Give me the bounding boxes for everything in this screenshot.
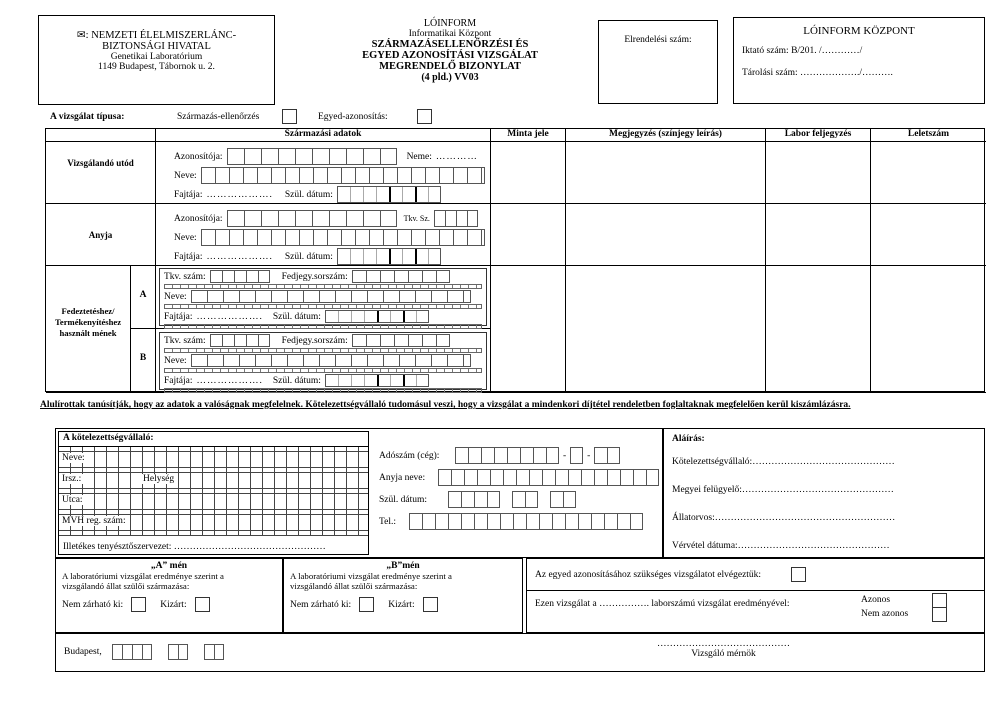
row-label-anyja: Anyja xyxy=(46,204,156,266)
signature-inspector-line[interactable]: Megyei felügyelő:………………………………………… xyxy=(672,485,894,495)
footer-date-month[interactable] xyxy=(168,644,188,660)
adoszam-label: Adószám (cég): xyxy=(379,450,440,461)
men-a-szuldatum-field[interactable] xyxy=(325,310,429,323)
men-b-desc2: vizsgálandó állat szülői származása: xyxy=(290,581,418,591)
agency-box xyxy=(38,15,275,105)
menek-megjegyzes-cell[interactable] xyxy=(566,266,766,393)
engineer-signature-block xyxy=(611,639,836,659)
obligor-szuldatum-line xyxy=(379,491,576,508)
utod-minta-cell[interactable] xyxy=(491,142,566,204)
men-b-nem-zarhato-checkbox[interactable] xyxy=(359,597,374,612)
men-a-tkvszam-field[interactable] xyxy=(210,270,270,283)
men-b-data-cell xyxy=(156,329,491,393)
men-a-title: „A” mén xyxy=(150,561,188,571)
order-number-box[interactable] xyxy=(598,20,718,104)
anyja-fajtaja-field[interactable]: ………………. xyxy=(206,251,273,262)
utod-szuldatum-field[interactable] xyxy=(337,186,441,203)
anyja-fajtaja-label: Fajtája: xyxy=(174,251,203,262)
utod-neme-field[interactable]: ………… xyxy=(435,151,478,162)
anyja-szuldatum-label: Szül. dátum: xyxy=(284,251,333,262)
table-corner-cell xyxy=(46,129,156,142)
utod-neve-field[interactable] xyxy=(201,167,485,184)
utod-fajtaja-label: Fajtája: xyxy=(174,189,203,200)
anyja-data-cell xyxy=(156,204,491,266)
men-a-fedjegy-field[interactable] xyxy=(352,270,450,283)
anyja-megjegyzes-cell[interactable] xyxy=(566,204,766,266)
obligor-utca-row[interactable] xyxy=(59,494,368,510)
exam-type-opt1-label: Származás-ellenőrzés xyxy=(177,112,260,122)
anyja-azonosito-field[interactable] xyxy=(227,210,397,227)
tel-label: Tel.: xyxy=(379,516,397,527)
footer-city-label: Budapest, xyxy=(64,647,102,657)
obligor-anyja-neve-label: Anyja neve: xyxy=(379,472,426,483)
title-informatikai: Informatikai Központ xyxy=(408,29,492,39)
anyja-neve-label: Neve: xyxy=(174,232,197,243)
anyja-tkvsz-field[interactable] xyxy=(434,210,478,227)
men-b-neve-label: Neve: xyxy=(164,355,187,366)
declaration-text: Alulírottak tanúsítják, hogy az adatok a valóságnak megfelelnek. Kötelezettségvállaló tudomásul veszi, hogy a vizsgálat a mindenkori díjtétel rendeletben foglaltaknak megfelelően kerül kiszámlázásra. xyxy=(40,400,851,410)
egyed-checkbox[interactable] xyxy=(417,109,432,124)
nem-azonos-label: Nem azonos xyxy=(861,609,909,619)
men-a-neve-field[interactable] xyxy=(191,290,471,303)
agency-name-line1: : NEMZETI ÉLELMISZERLÁNC- xyxy=(85,30,237,41)
egyed-elvegeztuk-checkbox[interactable] xyxy=(791,567,806,582)
men-a-opt1-label: Nem zárható ki: xyxy=(62,599,124,610)
men-b-title: „B”mén xyxy=(386,561,420,571)
col-header-megjegyzes: Megjegyzés (színjegy leírás) xyxy=(566,129,766,142)
men-a-fajtaja-label: Fajtája: xyxy=(164,311,193,322)
obligor-grid-thin5 xyxy=(59,531,368,536)
men-a-result-box xyxy=(55,558,283,633)
utod-azonosito-label: Azonosítója: xyxy=(174,151,223,162)
row-label-menek: Fedeztetéshez/ Termékenyítéshez használt mének xyxy=(46,266,131,393)
adoszam-field2[interactable] xyxy=(570,447,583,464)
obligor-mvh-row[interactable] xyxy=(59,515,368,531)
men-b-fedjegy-label: Fedjegy.sorszám: xyxy=(281,335,348,346)
agency-address: 1149 Budapest, Tábornok u. 2. xyxy=(98,62,215,72)
men-b-fajtaja-label: Fajtája: xyxy=(164,375,193,386)
title-line4: EGYED AZONOSÍTÁSI VIZSGÁLAT xyxy=(362,50,538,61)
kozpont-title: LÓINFORM KÖZPONT xyxy=(803,25,915,37)
azonos-label: Azonos xyxy=(861,595,891,605)
anyja-neve-line xyxy=(379,469,659,486)
agency-name-line2: BIZTONSÁGI HIVATAL xyxy=(102,41,211,52)
men-b-result-box xyxy=(283,558,523,633)
obligor-title: A kötelezettségvállaló: xyxy=(59,432,368,447)
men-a-data-cell xyxy=(156,266,491,329)
obligor-utca-label: Utca: xyxy=(60,495,87,505)
men-a-fedjegy-label: Fedjegy.sorszám: xyxy=(281,271,348,282)
tel-field[interactable] xyxy=(409,513,643,530)
menek-minta-cell[interactable] xyxy=(491,266,566,393)
utod-szuldatum-label: Szül. dátum: xyxy=(284,189,333,200)
form-title-block xyxy=(300,18,600,83)
col-header-labor: Labor feljegyzés xyxy=(766,129,871,142)
adoszam-dash1: - xyxy=(563,450,567,461)
men-b-fajtaja-field[interactable]: ………………. xyxy=(196,375,263,386)
obligor-neve-label: Neve: xyxy=(60,453,89,463)
anyja-leletszam-cell[interactable] xyxy=(871,204,986,266)
anyja-szuldatum-field[interactable] xyxy=(337,248,441,265)
men-b-szuldatum-field[interactable] xyxy=(325,374,429,387)
nem-azonos-checkbox[interactable] xyxy=(932,607,947,622)
men-b-opt1-label: Nem zárható ki: xyxy=(290,599,352,610)
exam-type-label: A vizsgálat típusa: xyxy=(50,112,125,122)
obligor-mvh-label: MVH reg. szám: xyxy=(60,516,130,526)
anyja-labor-cell[interactable] xyxy=(766,204,871,266)
obligor-irsz-row[interactable] xyxy=(59,473,368,489)
adoszam-line xyxy=(379,447,620,464)
men-a-szuldatum-label: Szül. dátum: xyxy=(272,311,321,322)
obligor-szuldatum-ho[interactable] xyxy=(512,491,538,508)
main-table xyxy=(45,128,985,392)
szarmazas-checkbox[interactable] xyxy=(282,109,297,124)
title-loinform: LÓINFORM xyxy=(423,18,477,29)
men-a-opt2-label: Kizárt: xyxy=(160,599,187,610)
sub-label-b: B xyxy=(131,329,156,393)
obligor-anyja-neve-field[interactable] xyxy=(438,469,659,486)
obligor-helyseg-label: Helység xyxy=(141,474,178,484)
col-header-szarmazasi: Származási adatok xyxy=(156,129,491,142)
obligor-neve-row[interactable] xyxy=(59,452,368,468)
men-a-inner-box xyxy=(159,268,487,326)
men-a-nem-zarhato-checkbox[interactable] xyxy=(131,597,146,612)
utod-data-cell xyxy=(156,142,491,204)
signature-title: Aláírás: xyxy=(672,434,705,444)
utod-neme-label: Neme: xyxy=(406,151,432,162)
utod-megjegyzes-cell[interactable] xyxy=(566,142,766,204)
tarolasi-line[interactable]: Tárolási szám: ………………./………. xyxy=(742,68,893,78)
signature-vet-line[interactable]: Állatorvos:………………………………………………… xyxy=(672,513,896,523)
men-b-tkvszam-label: Tkv. szám: xyxy=(164,335,206,346)
tel-line xyxy=(379,513,643,530)
footer-date-year[interactable] xyxy=(112,644,152,660)
kozpont-box xyxy=(733,17,985,104)
men-b-inner-box xyxy=(159,332,487,390)
sub-label-a: A xyxy=(131,266,156,329)
title-line6: (4 pld.) VV03 xyxy=(421,72,479,83)
adoszam-dash2: - xyxy=(587,450,591,461)
menek-leletszam-cell[interactable] xyxy=(871,266,986,393)
men-b-desc1: A laboratóriumi vizsgálat eredménye szerint a xyxy=(290,571,452,581)
signature-box xyxy=(663,428,985,558)
obligor-szuldatum-ev[interactable] xyxy=(448,491,500,508)
anyja-tkvsz-label: Tkv. Sz. xyxy=(403,214,430,223)
footer-date-day[interactable] xyxy=(204,644,224,660)
men-a-desc2: vizsgálandó állat szülői származása: xyxy=(62,581,190,591)
signature-blooddate-line[interactable]: Vérvétel dátuma:………………………………………… xyxy=(672,541,890,551)
men-b-szuldatum-label: Szül. dátum: xyxy=(272,375,321,386)
utod-labor-cell[interactable] xyxy=(766,142,871,204)
menek-labor-cell[interactable] xyxy=(766,266,871,393)
obligor-szuldatum-label: Szül. dátum: xyxy=(379,494,428,505)
men-b-opt2-label: Kizárt: xyxy=(388,599,415,610)
row-label-utod: Vizsgálandó utód xyxy=(46,142,156,204)
adoszam-field3[interactable] xyxy=(594,447,620,464)
exam-type-opt2-label: Egyed-azonosítás: xyxy=(318,112,388,122)
obligor-szuldatum-nap[interactable] xyxy=(550,491,576,508)
engineer-signature-line[interactable]: …………………………………… xyxy=(657,639,790,649)
egyed-line2-label[interactable]: Ezen vizsgálat a ……………. laborszámú vizsgálat eredményével: xyxy=(535,599,790,609)
men-a-neve-label: Neve: xyxy=(164,291,187,302)
col-header-leletszam: Leletszám xyxy=(871,129,986,142)
title-line5: MEGRENDELŐ BIZONYLAT xyxy=(379,61,521,72)
mail-icon: ✉ xyxy=(76,30,86,41)
engineer-signature-label: Vizsgáló mérnök xyxy=(691,649,756,659)
men-b-strip3 xyxy=(164,388,482,393)
title-line3: SZÁRMAZÁSELLENŐRZÉSI ÉS xyxy=(371,39,529,50)
egyed-box xyxy=(526,558,985,633)
egyed-line1-label: Az egyed azonosításához szükséges vizsgálatot elvégeztük: xyxy=(535,569,762,580)
men-b-tkvszam-field[interactable] xyxy=(210,334,270,347)
men-a-desc1: A laboratóriumi vizsgálat eredménye szerint a xyxy=(62,571,224,581)
obligor-grid-box xyxy=(58,431,369,555)
men-b-kizart-checkbox[interactable] xyxy=(423,597,438,612)
col-header-minta: Minta jele xyxy=(491,129,566,142)
anyja-neve-field[interactable] xyxy=(201,229,485,246)
obligor-outer-box xyxy=(55,428,663,558)
obligor-illetekes-line[interactable]: Illetékes tenyésztőszervezet: ………………………………………… xyxy=(63,542,326,552)
utod-leletszam-cell[interactable] xyxy=(871,142,986,204)
men-b-fedjegy-field[interactable] xyxy=(352,334,450,347)
footer-box xyxy=(55,633,985,672)
adoszam-field1[interactable] xyxy=(455,447,559,464)
men-a-tkvszam-label: Tkv. szám: xyxy=(164,271,206,282)
anyja-azonosito-label: Azonosítója: xyxy=(174,213,223,224)
obligor-irsz-label: Irsz.: xyxy=(60,474,85,484)
men-a-fajtaja-field[interactable]: ………………. xyxy=(196,311,263,322)
signature-obligor-line[interactable]: Kötelezettségvállaló:……………………………………… xyxy=(672,457,895,467)
utod-fajtaja-field[interactable]: ………………. xyxy=(206,189,273,200)
men-a-kizart-checkbox[interactable] xyxy=(195,597,210,612)
agency-lab: Genetikai Laboratórium xyxy=(110,52,203,62)
men-b-neve-field[interactable] xyxy=(191,354,471,367)
utod-neve-label: Neve: xyxy=(174,170,197,181)
utod-azonosito-field[interactable] xyxy=(227,148,397,165)
anyja-minta-cell[interactable] xyxy=(491,204,566,266)
order-number-label: Elrendelési szám: xyxy=(624,35,692,45)
iktato-line[interactable]: Iktató szám: B/201. /…………/ xyxy=(742,46,863,56)
azonos-checkbox[interactable] xyxy=(932,593,947,608)
